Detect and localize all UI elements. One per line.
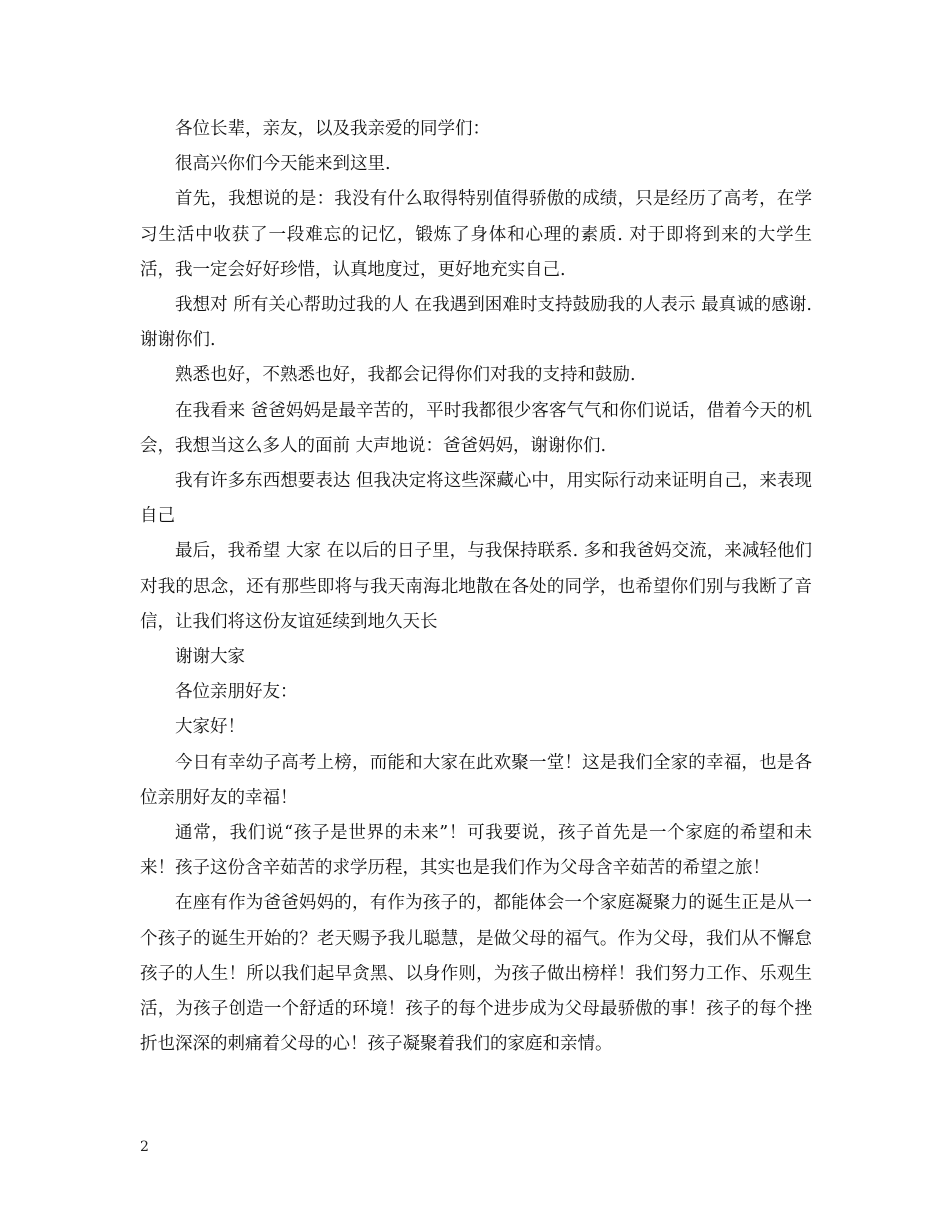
paragraph-express: 我有许多东西想要表达 但我决定将这些深藏心中，用实际行动来证明自己，来表现自己 (140, 471, 812, 527)
paragraph-parents: 在我看来 爸爸妈妈是最辛苦的，平时我都很少客客气气和你们说话，借着今天的机会，我想当这么多人的面前 大声地说：爸爸妈妈，谢谢你们. (140, 400, 812, 456)
paragraph-present: 在座有作为爸爸妈妈的，有作为孩子的，都能体会一个家庭凝聚力的诞生正是从一个孩子的诞生开始的？老天赐予我儿聪慧，是做父母的福气。作为父母，我们从不懈怠孩子的人生！所以我们起早贪黑、以身作则，为孩子做出榜样！我们努力工作、乐观生活，为孩子创造一个舒适的环境！孩子的每个进步成为父母最骄傲的事！孩子的每个挫折也深深的刺痛着父母的心！孩子凝聚着我们的家庭和亲情。 (140, 893, 812, 1055)
paragraph-thanks: 我想对 所有关心帮助过我的人 在我遇到困难时支持鼓励我的人表示 最真诚的感谢. 谢谢你们. (140, 295, 812, 351)
paragraph-usually: 通常，我们说“孩子是世界的未来”！可我要说，孩子首先是一个家庭的希望和未来！孩子这份含辛茹苦的求学历程，其实也是我们作为父母含辛茹苦的希望之旅！ (140, 823, 812, 879)
paragraph-greeting: 各位长辈，亲友，以及我亲爱的同学们： (175, 119, 490, 139)
paragraph-familiar: 熟悉也好，不熟悉也好，我都会记得你们对我的支持和鼓励. (175, 365, 636, 386)
page-number: 2 (140, 1139, 149, 1155)
paragraph-first: 首先，我想说的是：我没有什么取得特别值得骄傲的成绩，只是经历了高考，在学习生活中收获了一段难忘的记忆，锻炼了身体和心理的素质. 对于即将到来的大学生活，我一定会好好珍惜，认真地度过，更好地充实自己. (140, 189, 812, 280)
paragraph-thank-all: 谢谢大家 (175, 647, 245, 668)
paragraph-finally: 最后，我希望 大家 在以后的日子里，与我保持联系. 多和我爸妈交流，来减轻他们对我的思念，还有那些即将与我天南海北地散在各处的同学，也希望你们别与我断了音信，让我们将这份友谊延续到地久天长 (140, 541, 812, 632)
paragraph-second-greeting: 各位亲朋好友： (175, 682, 298, 703)
paragraph-today: 今日有幸幼子高考上榜，而能和大家在此欢聚一堂！这是我们全家的幸福，也是各位亲朋好友的幸福！ (140, 752, 812, 808)
paragraph-hello: 大家好！ (175, 717, 245, 738)
body-text (140, 112, 812, 1062)
paragraph-welcome: 很高兴你们今天能来到这里. (175, 154, 391, 175)
